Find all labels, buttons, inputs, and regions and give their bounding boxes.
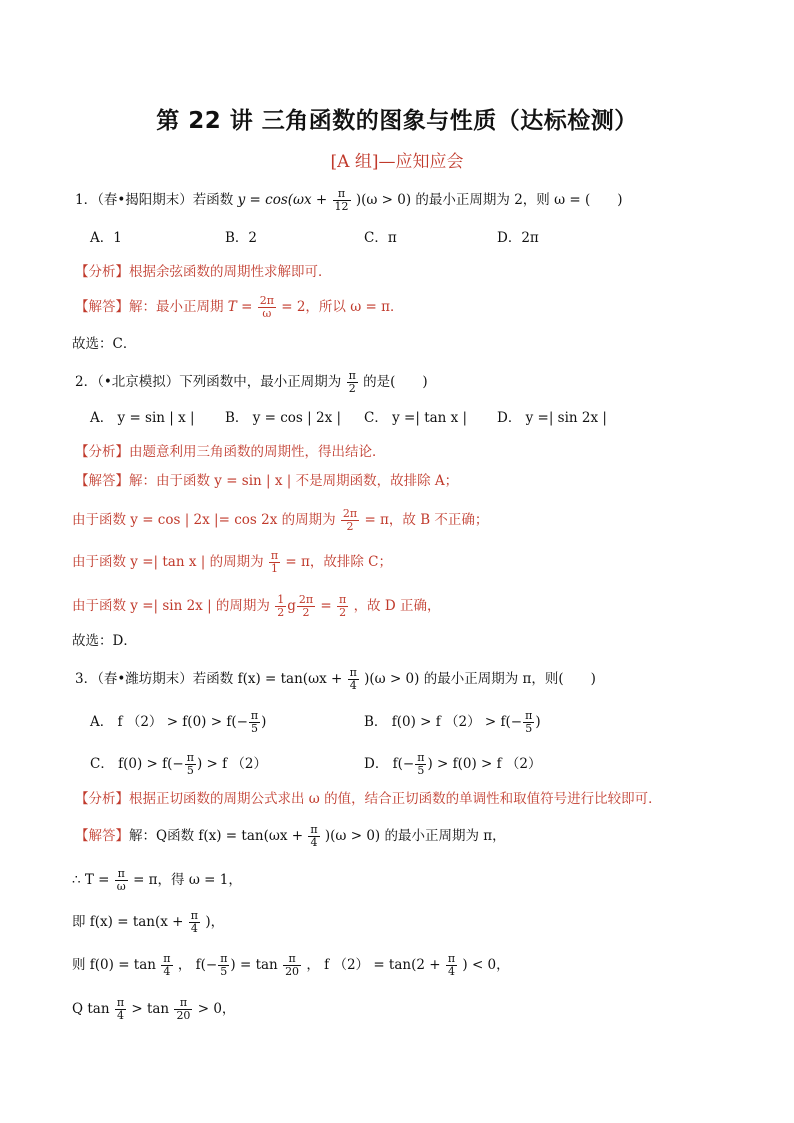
analysis-tag: 【分析】 [75,264,129,280]
analysis-text: 由题意利用三角函数的周期性，得出结论． [129,444,386,460]
answer-text-end: = π，故 B 不正确； [364,512,489,528]
fraction-denominator: ω [262,307,272,320]
fraction-numerator: π [190,909,199,922]
q3-answer-line-1 [75,824,506,849]
option-fraction [415,752,426,777]
q2-answer-line-3 [72,550,392,575]
fraction-numerator: π [250,709,259,722]
fraction-denominator: 2 [302,606,310,619]
fraction-numerator: π [283,953,301,966]
fraction-denominator: 4 [447,965,455,978]
option-text-end: ) > f(0) > f （2） [427,756,542,772]
fraction-numerator: π [115,868,128,881]
fraction-denominator: 5 [220,965,228,978]
answer-text: 即 f(x) = tan(x + [72,914,184,930]
answer-fraction [115,868,128,893]
q1-choice: 故选：C． [72,336,137,352]
answer-formula: T = [227,299,253,315]
fraction-denominator: ω [116,880,126,893]
option-text-end: ) [261,714,267,730]
fraction-numerator: π [116,996,125,1009]
answer-fraction [337,594,348,619]
fraction-denominator: 4 [190,922,198,935]
answer-operator: g [287,598,296,614]
answer-text: 由于函数 y = cos | 2x |= cos 2x 的周期为 [72,512,336,528]
q1-formula: y = cos(ωx + [237,192,328,208]
fraction-numerator: 2π [342,507,358,520]
fraction-denominator: 2 [346,520,354,533]
answer-text: ∴ T = [72,872,110,888]
q3-answer-line-2 [72,868,242,893]
answer-fraction [275,594,286,619]
answer-text: ， f(− [177,957,218,973]
fraction-numerator: π [447,952,456,965]
answer-text: 由于函数 y =| tan x | 的周期为 [72,554,264,570]
fraction-denominator: 1 [270,562,278,575]
answer-text-end: = π，故排除 C； [285,554,393,570]
option-text: D． f(− [364,756,415,772]
fraction-denominator: 12 [334,200,349,213]
q2-option-b: B． y = cos | 2x | [225,410,342,426]
fraction-numerator: π [417,751,425,764]
fraction-numerator: 1 [277,593,285,606]
fraction-denominator: 4 [310,836,318,849]
answer-fraction [258,295,276,320]
q2-stem [75,370,428,395]
q2-option-a: A． y = sin | x | [90,410,195,426]
fraction-denominator: 5 [417,764,425,777]
fraction-numerator: 2π [298,593,314,606]
fraction-numerator: π [333,188,351,201]
answer-text: 解：由于函数 y = sin | x | 不是周期函数，故排除 A； [129,473,459,489]
fraction-denominator: 4 [163,965,171,978]
q2-answer-line-2 [72,508,488,533]
answer-fraction [161,953,172,978]
q2-fraction [347,370,358,395]
answer-text: ， f （2） = tan(2 + [306,957,441,973]
q3-stem-end: )(ω > 0) 的最小正周期为 π，则( ) [364,671,596,687]
q1-option-b: B．2 [225,230,258,246]
q2-choice: 故选：D． [72,633,137,649]
fraction-denominator: 2 [339,606,347,619]
fraction-numerator: π [220,952,228,965]
q3-option-b [364,710,541,735]
answer-fraction [446,953,457,978]
fraction-numerator: π [270,549,279,562]
answer-text-end: = π，得 ω = 1， [133,872,242,888]
section-subtitle: [A 组]—应知应会 [330,152,464,172]
fraction-numerator: π [525,709,533,722]
option-text: A． f （2） > f(0) > f(− [90,714,248,730]
answer-fraction [189,910,200,935]
answer-fraction [174,997,192,1022]
analysis-tag: 【分析】 [75,444,129,460]
q3-answer-line-3 [72,910,224,935]
q1-answer [75,295,404,320]
q1-fraction [333,188,351,213]
answer-operator: = [320,598,332,614]
answer-fraction [297,594,315,619]
q3-option-d [364,752,542,777]
fraction-denominator: 5 [525,722,533,735]
answer-text-end: ，故 D 正确， [353,598,441,614]
q2-stem-text: 2．（•北京模拟）下列函数中，最小正周期为 [75,374,342,390]
option-text-end: ) [535,714,541,730]
page-title: 第 22 讲 三角函数的图象与性质（达标检测） [156,108,638,134]
answer-text: Q tan [72,1001,110,1017]
option-text: B． f(0) > f （2） > f(− [364,714,523,730]
q2-answer-line-4 [72,594,440,619]
fraction-denominator: 2 [277,606,285,619]
fraction-denominator: 5 [251,722,259,735]
fraction-denominator: 4 [116,1009,124,1022]
answer-text-end: )， [205,914,225,930]
q2-option-c: C． y =| tan x | [364,410,468,426]
option-fraction [249,710,260,735]
q2-stem-end: 的是( ) [363,374,428,390]
answer-text-end: )(ω > 0) 的最小正周期为 π， [324,828,506,844]
fraction-denominator: 20 [176,1009,191,1022]
option-text: C． f(0) > f(− [90,756,184,772]
q3-analysis [75,789,662,809]
answer-tag: 【解答】 [75,828,129,844]
q1-option-c: C．π [364,230,397,246]
answer-fraction [115,997,126,1022]
fraction-numerator: 2π [259,294,274,307]
answer-fraction [269,550,280,575]
q2-analysis [75,442,386,462]
answer-fraction [341,508,359,533]
answer-text-end: > 0， [197,1001,236,1017]
analysis-text: 根据余弦函数的周期性求解即可． [129,264,332,280]
answer-fraction [218,953,229,978]
q3-fraction [348,667,359,692]
fraction-numerator: π [339,593,347,606]
q3-stem-text: 3．（春•潍坊期末）若函数 f(x) = tan(ωx + [75,671,343,687]
fraction-numerator: π [348,369,356,382]
answer-text: > tan [131,1001,170,1017]
q1-option-d: D．2π [497,230,539,246]
answer-tag: 【解答】 [75,473,129,489]
option-text-end: ) > f （2） [196,756,267,772]
q3-stem [75,667,596,692]
fraction-numerator: π [163,952,171,965]
fraction-denominator: 5 [186,764,194,777]
option-fraction [185,752,196,777]
q1-option-a: A．1 [90,230,122,246]
analysis-tag: 【分析】 [75,791,129,807]
q1-stem-text: 1．（春•揭阳期末）若函数 [75,192,234,208]
q1-analysis [75,262,332,282]
q3-option-a [90,710,266,735]
q1-stem-end: )(ω > 0) 的最小正周期为 2，则 ω = ( ) [355,192,623,208]
fraction-numerator: π [310,823,318,836]
answer-text: 解：最小正周期 [129,299,224,315]
answer-text: 解：Q函数 f(x) = tan(ωx + [129,828,304,844]
fraction-denominator: 20 [285,965,300,978]
q3-answer-line-5 [72,997,235,1022]
fraction-denominator: 2 [348,382,356,395]
fraction-denominator: 4 [349,679,357,692]
option-fraction [523,710,534,735]
answer-text: 则 f(0) = tan [72,957,156,973]
q3-answer-line-4 [72,953,510,978]
answer-tag: 【解答】 [75,299,129,315]
q2-answer-line-1 [75,471,458,491]
answer-text: ) = tan [230,957,278,973]
answer-fraction [283,953,301,978]
answer-fraction [308,824,319,849]
answer-text-end: ) < 0， [462,957,510,973]
answer-text-end: = 2，所以 ω = π． [281,299,404,315]
analysis-text: 根据正切函数的周期公式求出 ω 的值，结合正切函数的单调性和取值符号进行比较即可． [129,791,662,807]
fraction-numerator: π [174,997,192,1010]
q2-option-d: D． y =| sin 2x | [497,410,607,426]
q3-option-c [90,752,267,777]
answer-text: 由于函数 y =| sin 2x | 的周期为 [72,598,270,614]
fraction-numerator: π [186,751,194,764]
fraction-numerator: π [349,666,357,679]
q1-stem [75,188,623,213]
